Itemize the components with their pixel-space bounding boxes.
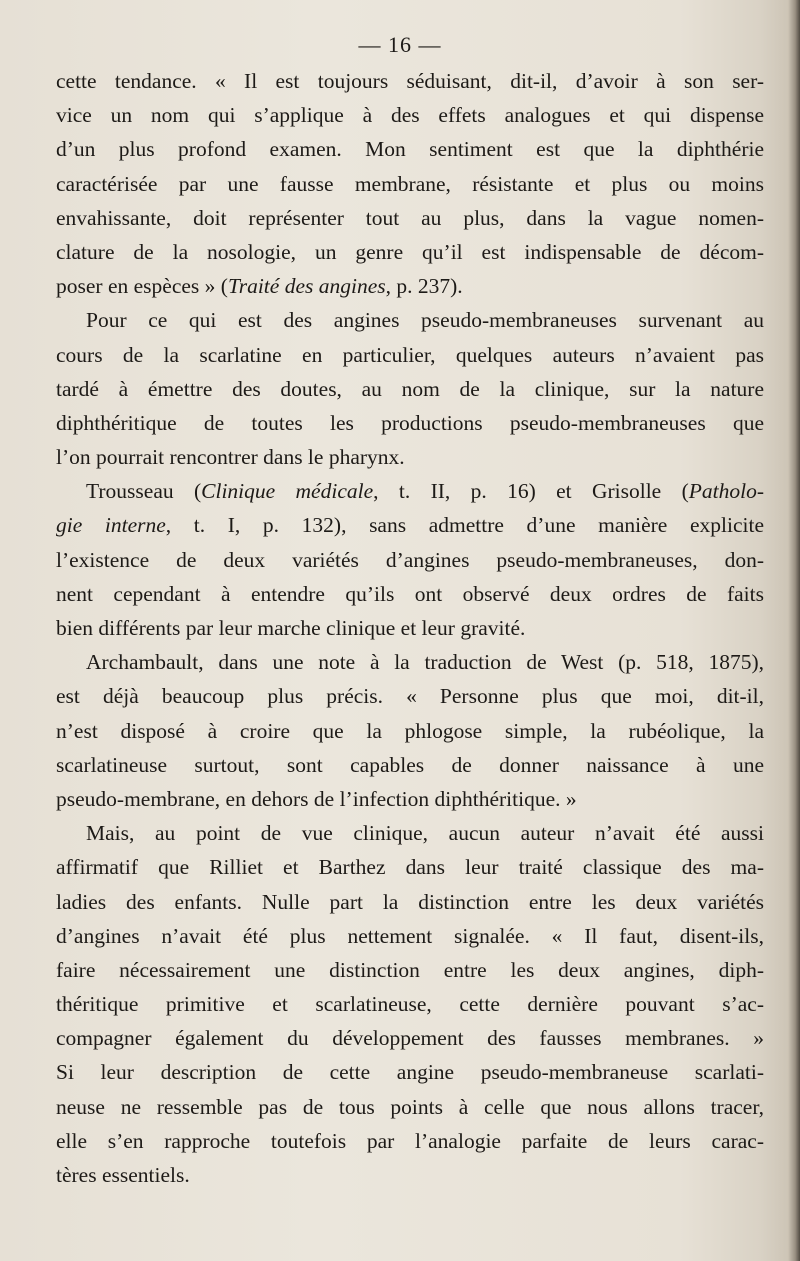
text-line: l’existence de deux variétés d’angines pseudo-membraneuses, don- <box>56 547 764 572</box>
text-line: poser en espèces » (Traité des angines, p. 237). <box>56 274 463 299</box>
text-line: n’est disposé à croire que la phlogose simple, la rubéolique, la <box>56 718 764 743</box>
text-line: gie interne, t. I, p. 132), sans admettre d’une manière explicite <box>56 513 764 538</box>
page-edge-shadow <box>788 0 800 1261</box>
page-number: — 16 — <box>358 32 442 57</box>
text-line: Archambault, dans une note à la traduction de West (p. 518, 1875), <box>86 650 764 675</box>
body-text <box>56 64 764 1192</box>
italic-title: Traité des angines <box>227 274 386 299</box>
text-line: Mais, au point de vue clinique, aucun auteur n’avait été aussi <box>86 821 764 846</box>
text-line: d’angines n’avait été plus nettement signalée. « Il faut, disent-ils, <box>56 923 764 948</box>
text-line: l’on pourrait rencontrer dans le pharynx. <box>56 445 405 470</box>
text-line: diphthéritique de toutes les productions pseudo-membraneuses que <box>56 410 764 435</box>
text-line: affirmatif que Rilliet et Barthez dans leur traité classique des ma- <box>56 855 764 880</box>
text-line: scarlatineuse surtout, sont capables de donner naissance à une <box>56 752 764 777</box>
text-line: clature de la nosologie, un genre qu’il est indispensable de décom- <box>56 239 764 264</box>
text-line: envahissante, doit représenter tout au plus, dans la vague nomen- <box>56 205 764 230</box>
text-line: cette tendance. « Il est toujours séduisant, dit-il, d’avoir à son ser- <box>56 69 764 93</box>
text-line: compagner également du développement des fausses membranes. » <box>56 1026 764 1051</box>
text-line: faire nécessairement une distinction entre les deux angines, diph- <box>56 957 764 982</box>
text-line: Trousseau (Clinique médicale, t. II, p. 16) et Grisolle (Patholo- <box>86 479 764 504</box>
text-line: pseudo-membrane, en dehors de l’infection diphthéritique. » <box>56 786 577 811</box>
text-line: cours de la scarlatine en particulier, quelques auteurs n’avaient pas <box>56 342 764 367</box>
text-line: vice un nom qui s’applique à des effets analogues et qui dispense <box>56 103 764 128</box>
italic-title: gie interne <box>56 513 166 538</box>
text-line: Si leur description de cette angine pseudo-membraneuse scarlati- <box>56 1060 764 1085</box>
text-line: caractérisée par une fausse membrane, résistante et plus ou moins <box>56 171 764 196</box>
text-line: tardé à émettre des doutes, au nom de la clinique, sur la nature <box>56 376 764 401</box>
text-line: d’un plus profond examen. Mon sentiment est que la diphthérie <box>56 137 764 162</box>
italic-title: Patholo- <box>688 479 764 504</box>
text-line: tères essentiels. <box>56 1163 190 1187</box>
text-line: théritique primitive et scarlatineuse, cette dernière pouvant s’ac- <box>56 992 764 1017</box>
text-line: neuse ne ressemble pas de tous points à celle que nous allons tracer, <box>56 1094 764 1119</box>
text-line: nent cependant à entendre qu’ils ont observé deux ordres de faits <box>56 581 764 606</box>
text-line: est déjà beaucoup plus précis. « Personne plus que moi, dit-il, <box>56 684 764 709</box>
italic-title: Clinique médicale <box>201 479 374 504</box>
text-line: elle s’en rapproche toutefois par l’analogie parfaite de leurs carac- <box>56 1128 764 1153</box>
text-line: Pour ce qui est des angines pseudo-membraneuses survenant au <box>86 308 764 333</box>
text-line: ladies des enfants. Nulle part la distinction entre les deux variétés <box>56 889 764 914</box>
text-line: bien différents par leur marche clinique et leur gravité. <box>56 616 526 640</box>
